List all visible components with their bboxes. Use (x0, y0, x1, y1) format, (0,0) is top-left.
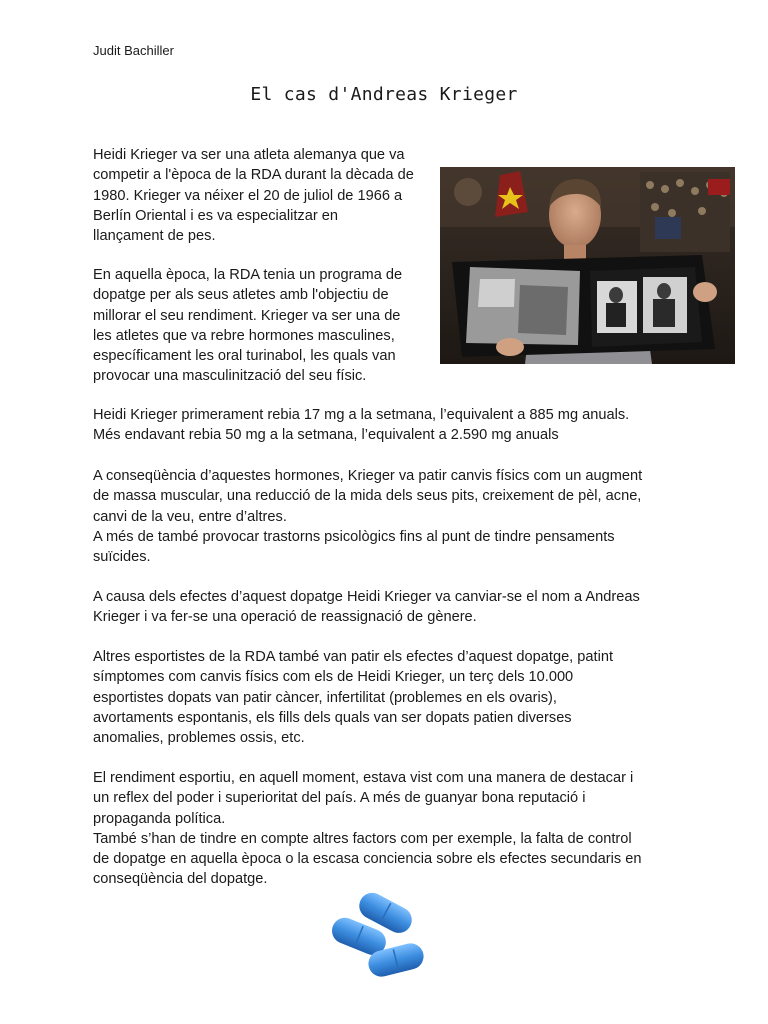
text-line: suïcides. (93, 549, 151, 566)
text-line: Heidi Krieger va ser una atleta alemanya que va (93, 147, 405, 163)
document-title: El cas d'Andreas Krieger (250, 84, 518, 105)
text-line: símptomes com canvis físics com els de Heidi Krieger, un terç dels 10.000 (93, 669, 574, 686)
text-line: conseqüència del dopatge. (93, 871, 268, 888)
text-line: llançament de pes. (93, 228, 216, 245)
text-line: dopatge per als seus atletes amb l'objectiu de (93, 287, 389, 304)
text-line: un reflex del poder i superioritat del país. A més de guanyar bona reputació i (93, 790, 586, 807)
text-line: les atletes que va rebre hormones masculines, (93, 327, 395, 344)
text-line: A més de també provocar trastorns psicològics fins al punt de tindre pensaments (93, 528, 615, 545)
text-line: El rendiment esportiu, en aquell moment, estava vist com una manera de destacar i (93, 770, 634, 786)
paragraph-name-change (93, 587, 640, 628)
text-line: canvi de la veu, entre d’altres. (93, 508, 287, 525)
text-line: També s’han de tindre en compte altres factors com per exemple, la falta de control (93, 830, 632, 847)
photo-of-man-holding-photo-album (440, 167, 735, 364)
text-line: competir a l'època de la RDA durant la dècada de (93, 167, 414, 184)
text-line: A conseqüència d’aquestes hormones, Krieger va patir canvis físics com un augment (93, 468, 643, 484)
text-line: de massa muscular, una reducció de la mida dels seus pits, creixement de pèl, acne, (93, 488, 642, 505)
text-line: específicament les oral turinabol, les quals van (93, 348, 396, 365)
paragraph-doping-program (93, 265, 402, 387)
text-line: avortaments espontanis, els fills dels quals van ser dopats patien diverses (93, 709, 572, 726)
text-line: millorar el seu rendiment. Krieger va ser una de (93, 307, 401, 324)
paragraph-dosage (93, 405, 629, 446)
paragraph-sport-performance (93, 768, 641, 890)
text-line: 1980. Krieger va néixer el 20 de juliol de 1966 a (93, 187, 403, 204)
text-line: A causa dels efectes d’aquest dopatge Heidi Krieger va canviar-se el nom a Andreas (93, 589, 640, 605)
text-line: Krieger i va fer-se una operació de reassignació de gènere. (93, 609, 477, 626)
text-line: de dopatge en aquella època o la escasa conciencia sobre els efectes secundaris en (93, 851, 642, 868)
text-line: Altres esportistes de la RDA també van patir els efectes d’aquest dopatge, patint (93, 649, 613, 665)
text-line: anomalies, problemes ossis, etc. (93, 730, 305, 747)
author-name: Judit Bachiller (93, 43, 174, 58)
blue-pills-icon (328, 892, 434, 984)
text-line: provocar una masculinització del seu físic. (93, 368, 367, 385)
text-line: Heidi Krieger primerament rebia 17 mg a la setmana, l’equivalent a 885 mg anuals. (93, 407, 630, 423)
paragraph-effects (93, 466, 642, 567)
text-line: esportistes dopats van patir càncer, infertilitat (problemes en els ovaris), (93, 689, 557, 706)
paragraph-other-athletes (93, 647, 613, 748)
text-line: Berlín Oriental i es va especialitzar en (93, 207, 338, 224)
text-line: En aquella època, la RDA tenia un programa de (93, 267, 403, 283)
text-line: propaganda política. (93, 810, 226, 827)
text-line: Més endavant rebia 50 mg a la setmana, l’equivalent a 2.590 mg anuals (93, 427, 559, 444)
paragraph-intro (93, 145, 414, 246)
